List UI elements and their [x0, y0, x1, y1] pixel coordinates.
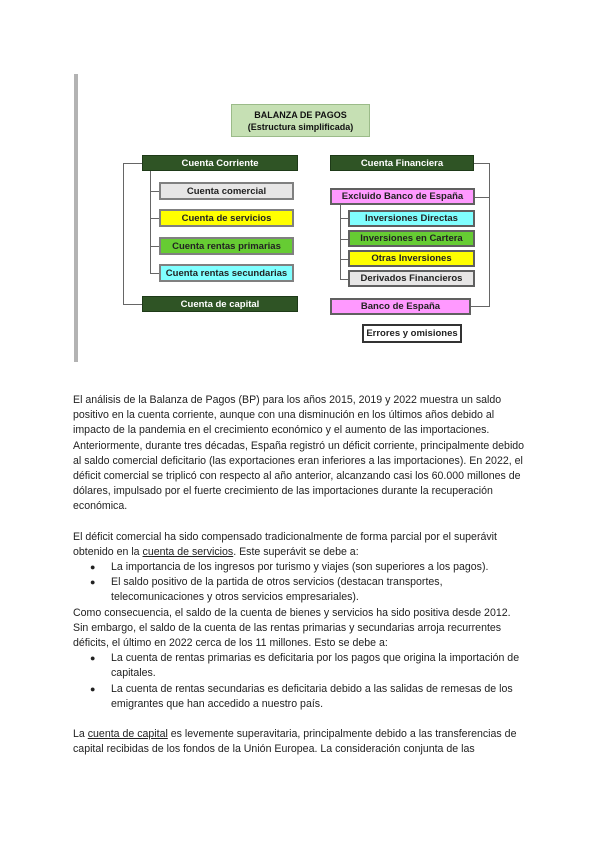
cuenta-corriente-box: Cuenta Corriente: [142, 155, 298, 171]
left-outer-vertical: [123, 163, 124, 304]
right-h-derivados: [340, 279, 348, 280]
balanza-pagos-diagram: [0, 0, 600, 370]
paragraph-5: [73, 727, 533, 757]
cuenta-capital-link[interactable]: cuenta de capital: [87, 728, 168, 741]
left-h-primarias: [150, 246, 159, 247]
list-servicios: [73, 560, 533, 606]
cuenta-rentas-primarias-box: Cuenta rentas primarias: [159, 237, 294, 255]
right-outer-vertical: [489, 163, 490, 307]
cuenta-financiera-box: Cuenta Financiera: [330, 155, 474, 171]
left-h-secundarias: [150, 273, 159, 274]
p5-text-before: La: [73, 728, 88, 741]
list-item: ● La cuenta de rentas secundarias es deficitaria debido a las salidas de remesas de los emigrantes que han accedido a nuestro país.: [111, 682, 533, 712]
right-h-otras: [340, 259, 348, 260]
list-item: ● La importancia de los ingresos por turismo y viajes (son superiores a los pagos).: [111, 560, 533, 575]
p2-text-after: . Este superávit se debe a:: [233, 545, 359, 558]
p5-text-after: es levemente superavitaria, principalmente debido a las transferencias de capital recibidas de los fondos de la Unión Europea. La consideración conjunta de las: [73, 728, 517, 756]
right-h-directas: [340, 218, 348, 219]
left-h-servicios: [150, 218, 159, 219]
list-rentas: [73, 651, 533, 712]
right-h-cartera: [340, 239, 348, 240]
right-h-banco: [471, 306, 490, 307]
cuenta-rentas-secundarias-box: Cuenta rentas secundarias: [159, 264, 294, 282]
excluido-banco-box: Excluido Banco de España: [330, 188, 475, 205]
inversiones-cartera-box: Inversiones en Cartera: [348, 230, 475, 247]
otras-inversiones-box: Otras Inversiones: [348, 250, 475, 267]
right-h-financiera: [474, 163, 490, 164]
diagram-title: [231, 104, 370, 137]
paragraph-2: [73, 530, 533, 560]
errores-omisiones-box: Errores y omisiones: [362, 324, 462, 343]
cuenta-servicios-link[interactable]: cuenta de servicios: [142, 545, 234, 558]
derivados-financieros-box: Derivados Financieros: [348, 270, 475, 287]
paragraph-4: Sin embargo, el saldo de la cuenta de las rentas primarias y secundarias arroja recurrentes déficits, el último en 2022 cerca de los 11 millones. Esto se debe a:: [73, 621, 502, 650]
right-h-excluido: [475, 197, 490, 198]
list-item: ● El saldo positivo de la partida de otros servicios (destacan transportes, telecomunicaciones y otros servicios empresariales).: [111, 575, 533, 605]
left-h-corriente: [123, 163, 142, 164]
paragraph-3: Como consecuencia, el saldo de la cuenta de bienes y servicios ha sido positiva desde 2012.: [73, 606, 511, 619]
cuenta-capital-box: Cuenta de capital: [142, 296, 298, 312]
inversiones-directas-box: Inversiones Directas: [348, 210, 475, 227]
paragraph-1: El análisis de la Balanza de Pagos (BP) para los años 2015, 2019 y 2022 muestra un saldo positivo en la cuenta corriente, aunque con una disminución en los últimos años debido al impacto de la pandemia en el crecimiento económico y el aumento de las importaciones. Anteriormente, durante tres décadas, España registró un déficit corriente, principalmente debido al saldo comercial deficitario (las exportaciones eran inferiores a las importaciones). En 2022, el déficit comercial se triplicó con respecto al año anterior, alcanzando casi los 60.000 millones de dólares, impulsado por el fuerte crecimiento de las importaciones durante la recuperación económica.: [73, 394, 525, 513]
left-h-capital: [123, 304, 142, 305]
body-text: [73, 393, 533, 757]
banco-espana-box: Banco de España: [330, 298, 471, 315]
left-h-comercial: [150, 191, 159, 192]
p2-text-before: El déficit comercial ha sido compensado tradicionalmente de forma parcial por el superávit obtenido en la: [73, 530, 497, 558]
cuenta-comercial-box: Cuenta comercial: [159, 182, 294, 200]
diagram-title-line1: BALANZA DE PAGOS: [254, 109, 347, 120]
left-inner-vertical: [150, 171, 151, 274]
cuenta-servicios-box: Cuenta de servicios: [159, 209, 294, 227]
list-item: ● La cuenta de rentas primarias es deficitaria por los pagos que origina la importación de capitales.: [111, 651, 533, 681]
right-inner-vertical: [340, 205, 341, 279]
diagram-title-line2: (Estructura simplificada): [247, 121, 354, 132]
